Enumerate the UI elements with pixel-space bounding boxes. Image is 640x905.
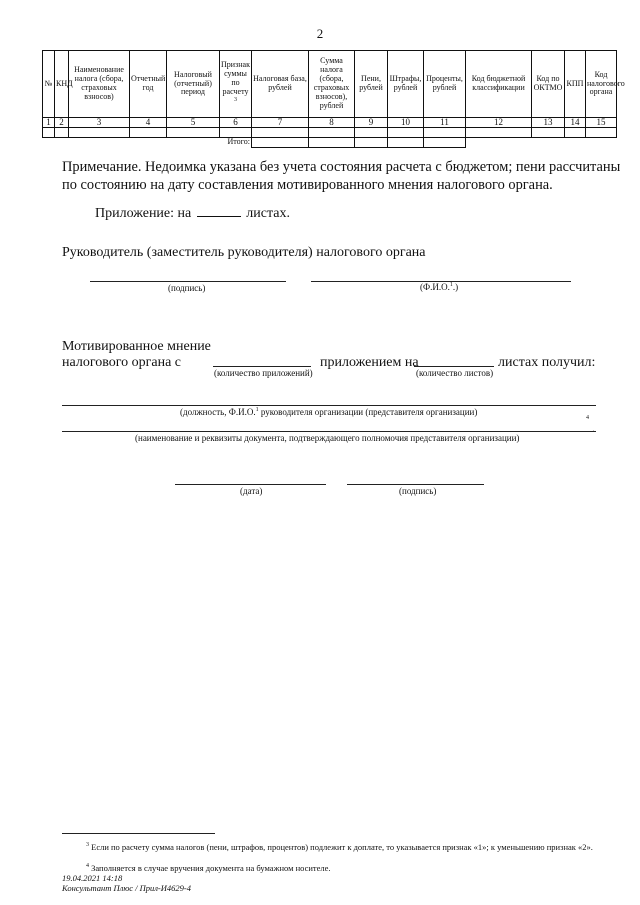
col-number: 4 [130,118,167,128]
table-total-row [43,138,617,148]
position-caption [180,407,477,417]
total-label: Итого: [220,138,252,148]
col-number: 5 [167,118,220,128]
col-number: 11 [424,118,466,128]
tax-table [42,50,625,148]
signature2-line [347,484,484,485]
footnote-mark: 3 [234,96,237,103]
attachment-line [95,205,290,222]
footnote-mark: 3 [86,842,89,848]
attach-count-caption: (количество приложений) [214,368,313,378]
col-number: 12 [466,118,532,128]
footnote-3 [62,839,602,853]
fio-caption-end: .) [452,282,459,292]
table-empty-row [43,128,617,138]
col-number: 10 [388,118,424,128]
total-cell [309,138,355,148]
print-stamp-date: 19.04.2021 14:18 [62,873,123,883]
received-sheets: листах получил: [498,355,596,370]
received-line1: Мотивированное мнение [62,339,211,354]
col-header: Штрафы, рублей [388,51,424,118]
col-number: 13 [532,118,565,128]
total-cell [388,138,424,148]
footnote-3-text: Если по расчету сумма налогов (пени, штрафов, процентов) подлежит к доплате, то указывается признак «1»; к уменьшению признак «2». [89,841,593,852]
col-header: Код налогового органа [586,51,617,118]
fio-caption [420,282,458,292]
fio-caption-text: (Ф.И.О. [420,282,450,292]
col-number: 7 [252,118,309,128]
footnote-mark: 1 [449,282,453,288]
col-header: Наименование налога (сбора, страховых взносов) [69,51,130,118]
position-caption-end: руководителя организации (представителя организации) [258,407,478,417]
col-header: Пени, рублей [355,51,388,118]
attachment-suffix: листах. [246,206,290,221]
col-number: 15 [586,118,617,128]
col-header: Проценты, рублей [424,51,466,118]
col-header: Налоговая база, рублей [252,51,309,118]
col-number: 9 [355,118,388,128]
position-dot: . [592,421,595,435]
col-number: 14 [565,118,586,128]
table-number-row [43,118,617,128]
sheets-count-caption: (количество листов) [416,368,494,378]
document-caption: (наименование и реквизиты документа, подтверждающего полномочия представителя организации) [135,433,520,443]
col-header: КНД [55,51,69,118]
footnote-4-text: Заполняется в случае вручения документа на бумажном носителе. [89,862,331,873]
col-number: 3 [69,118,130,128]
total-cell [252,138,309,148]
attach-count-line [213,366,311,367]
col-header: Отчетный год [130,51,167,118]
date-line [175,484,326,485]
date-caption: (дата) [240,486,263,496]
col-header: КПП [565,51,586,118]
col-header-sign [220,51,252,118]
table-header-row [43,51,617,118]
attachment-label: Приложение: на [95,206,192,221]
position-line [62,405,596,406]
page-number: 2 [316,26,324,41]
col-header: Код по ОКТМО [532,51,565,118]
print-stamp-source: Консультант Плюс / Прил-И4629-4 [62,883,191,893]
col-header: Налоговый (отчетный) период [167,51,220,118]
footnote-mark: 4 [86,863,89,869]
position-caption-text: (должность, Ф.И.О. [180,407,256,417]
total-cell [355,138,388,148]
received-with-attach: приложением на [320,355,419,370]
signature-caption: (подпись) [168,283,206,293]
col-header: Признак суммы по расчету [221,59,250,96]
col-header: Код бюджетной классификации [466,51,532,118]
col-number: 2 [55,118,69,128]
signature-line [90,281,286,282]
signature2-caption: (подпись) [399,486,437,496]
footnote-4 [86,860,606,874]
document-line [62,431,596,432]
note-paragraph: Примечание. Недоимка указана без учета состояния расчета с бюджетом; пени рассчитаны по состоянию на дату составления мотивированного мнения налогового органа. [62,159,621,193]
footnote-separator [62,833,215,834]
col-header: № [43,51,55,118]
col-header: Сумма налога (сбора, страховых взносов), рублей [309,51,355,118]
footnote-mark: 4 [586,415,589,421]
footnote-mark: 1 [255,407,259,413]
sheets-count-line [414,366,494,367]
col-number: 6 [220,118,252,128]
total-cell [424,138,466,148]
attachment-blank [197,205,241,217]
head-title: Руководитель (заместитель руководителя) налогового органа [62,245,426,260]
col-number: 1 [43,118,55,128]
received-line2: налогового органа с [62,355,181,370]
col-number: 8 [309,118,355,128]
